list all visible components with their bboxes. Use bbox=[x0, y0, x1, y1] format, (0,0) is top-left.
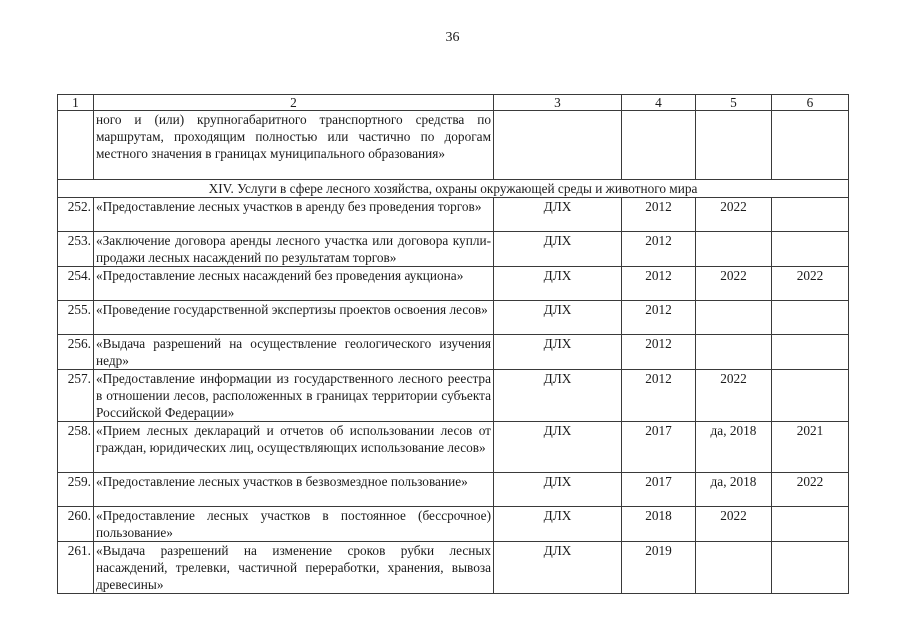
table-row bbox=[58, 422, 849, 473]
year-complete-cell: 2022 bbox=[772, 473, 849, 507]
year-complete-cell bbox=[772, 370, 849, 422]
year-cell: 2017 bbox=[622, 473, 696, 507]
row-number: 256. bbox=[58, 335, 94, 370]
year-cell: 2017 bbox=[622, 422, 696, 473]
row-number: 253. bbox=[58, 232, 94, 267]
year-complete-cell bbox=[772, 335, 849, 370]
status-cell bbox=[696, 232, 772, 267]
agency-cell: ДЛХ bbox=[494, 370, 622, 422]
row-number: 260. bbox=[58, 507, 94, 542]
column-header: 1 bbox=[58, 95, 94, 111]
column-header: 6 bbox=[772, 95, 849, 111]
agency-cell: ДЛХ bbox=[494, 473, 622, 507]
section-row bbox=[58, 180, 849, 198]
year-complete-cell: 2022 bbox=[772, 267, 849, 301]
row-number: 254. bbox=[58, 267, 94, 301]
year-cell: 2012 bbox=[622, 267, 696, 301]
year-cell: 2012 bbox=[622, 370, 696, 422]
services-table bbox=[57, 94, 849, 594]
status-cell: да, 2018 bbox=[696, 473, 772, 507]
status-cell: да, 2018 bbox=[696, 422, 772, 473]
year-complete-cell bbox=[772, 542, 849, 594]
status-cell bbox=[696, 301, 772, 335]
status-cell: 2022 bbox=[696, 507, 772, 542]
year-complete-cell bbox=[772, 198, 849, 232]
year-cell: 2018 bbox=[622, 507, 696, 542]
agency-cell: ДЛХ bbox=[494, 335, 622, 370]
column-header: 2 bbox=[94, 95, 494, 111]
continuation-cell bbox=[772, 111, 849, 180]
continuation-cell bbox=[494, 111, 622, 180]
continuation-text: ного и (или) крупногабаритного транспортного средства по маршрутам, проходящим полностью или частично по дорогам местного значения в границах муниципального образования» bbox=[94, 111, 494, 180]
service-name: «Выдача разрешений на изменение сроков рубки лесных насаждений, трелевки, частичной переработки, хранения, вывоза древесины» bbox=[94, 542, 494, 594]
year-cell: 2012 bbox=[622, 232, 696, 267]
table-row bbox=[58, 370, 849, 422]
status-cell: 2022 bbox=[696, 267, 772, 301]
column-header: 4 bbox=[622, 95, 696, 111]
column-header: 5 bbox=[696, 95, 772, 111]
table-row bbox=[58, 335, 849, 370]
row-number: 252. bbox=[58, 198, 94, 232]
continuation-num-cell bbox=[58, 111, 94, 180]
row-number: 255. bbox=[58, 301, 94, 335]
table-row bbox=[58, 267, 849, 301]
service-name: «Проведение государственной экспертизы проектов освоения лесов» bbox=[94, 301, 494, 335]
year-cell: 2012 bbox=[622, 335, 696, 370]
table-row bbox=[58, 301, 849, 335]
table-row bbox=[58, 507, 849, 542]
status-cell: 2022 bbox=[696, 370, 772, 422]
status-cell bbox=[696, 542, 772, 594]
agency-cell: ДЛХ bbox=[494, 198, 622, 232]
year-cell: 2019 bbox=[622, 542, 696, 594]
service-name: «Предоставление лесных участков в постоянное (бессрочное) пользование» bbox=[94, 507, 494, 542]
agency-cell: ДЛХ bbox=[494, 267, 622, 301]
agency-cell: ДЛХ bbox=[494, 232, 622, 267]
status-cell bbox=[696, 335, 772, 370]
service-name: «Прием лесных деклараций и отчетов об использовании лесов от граждан, юридических лиц, осуществляющих использование лесов» bbox=[94, 422, 494, 473]
continuation-cell bbox=[696, 111, 772, 180]
row-number: 258. bbox=[58, 422, 94, 473]
row-number: 257. bbox=[58, 370, 94, 422]
service-name: «Заключение договора аренды лесного участка или договора купли-продажи лесных насаждений по результатам торгов» bbox=[94, 232, 494, 267]
table-row bbox=[58, 232, 849, 267]
service-name: «Выдача разрешений на осуществление геологического изучения недр» bbox=[94, 335, 494, 370]
service-name: «Предоставление лесных участков в безвозмездное пользование» bbox=[94, 473, 494, 507]
year-cell: 2012 bbox=[622, 301, 696, 335]
column-number-row bbox=[58, 95, 849, 111]
table-row bbox=[58, 473, 849, 507]
agency-cell: ДЛХ bbox=[494, 422, 622, 473]
year-complete-cell bbox=[772, 301, 849, 335]
service-name: «Предоставление лесных участков в аренду без проведения торгов» bbox=[94, 198, 494, 232]
year-complete-cell: 2021 bbox=[772, 422, 849, 473]
agency-cell: ДЛХ bbox=[494, 301, 622, 335]
status-cell: 2022 bbox=[696, 198, 772, 232]
service-name: «Предоставление лесных насаждений без проведения аукциона» bbox=[94, 267, 494, 301]
table-row bbox=[58, 198, 849, 232]
section-title: XIV. Услуги в сфере лесного хозяйства, охраны окружающей среды и животного мира bbox=[58, 180, 849, 198]
page-number: 36 bbox=[445, 30, 460, 45]
continuation-row bbox=[58, 111, 849, 180]
year-complete-cell bbox=[772, 507, 849, 542]
column-header: 3 bbox=[494, 95, 622, 111]
row-number: 259. bbox=[58, 473, 94, 507]
agency-cell: ДЛХ bbox=[494, 542, 622, 594]
row-number: 261. bbox=[58, 542, 94, 594]
agency-cell: ДЛХ bbox=[494, 507, 622, 542]
table-row bbox=[58, 542, 849, 594]
year-cell: 2012 bbox=[622, 198, 696, 232]
service-name: «Предоставление информации из государственного лесного реестра в отношении лесов, расположенных в границах территории субъекта Российской Федерации» bbox=[94, 370, 494, 422]
continuation-cell bbox=[622, 111, 696, 180]
year-complete-cell bbox=[772, 232, 849, 267]
